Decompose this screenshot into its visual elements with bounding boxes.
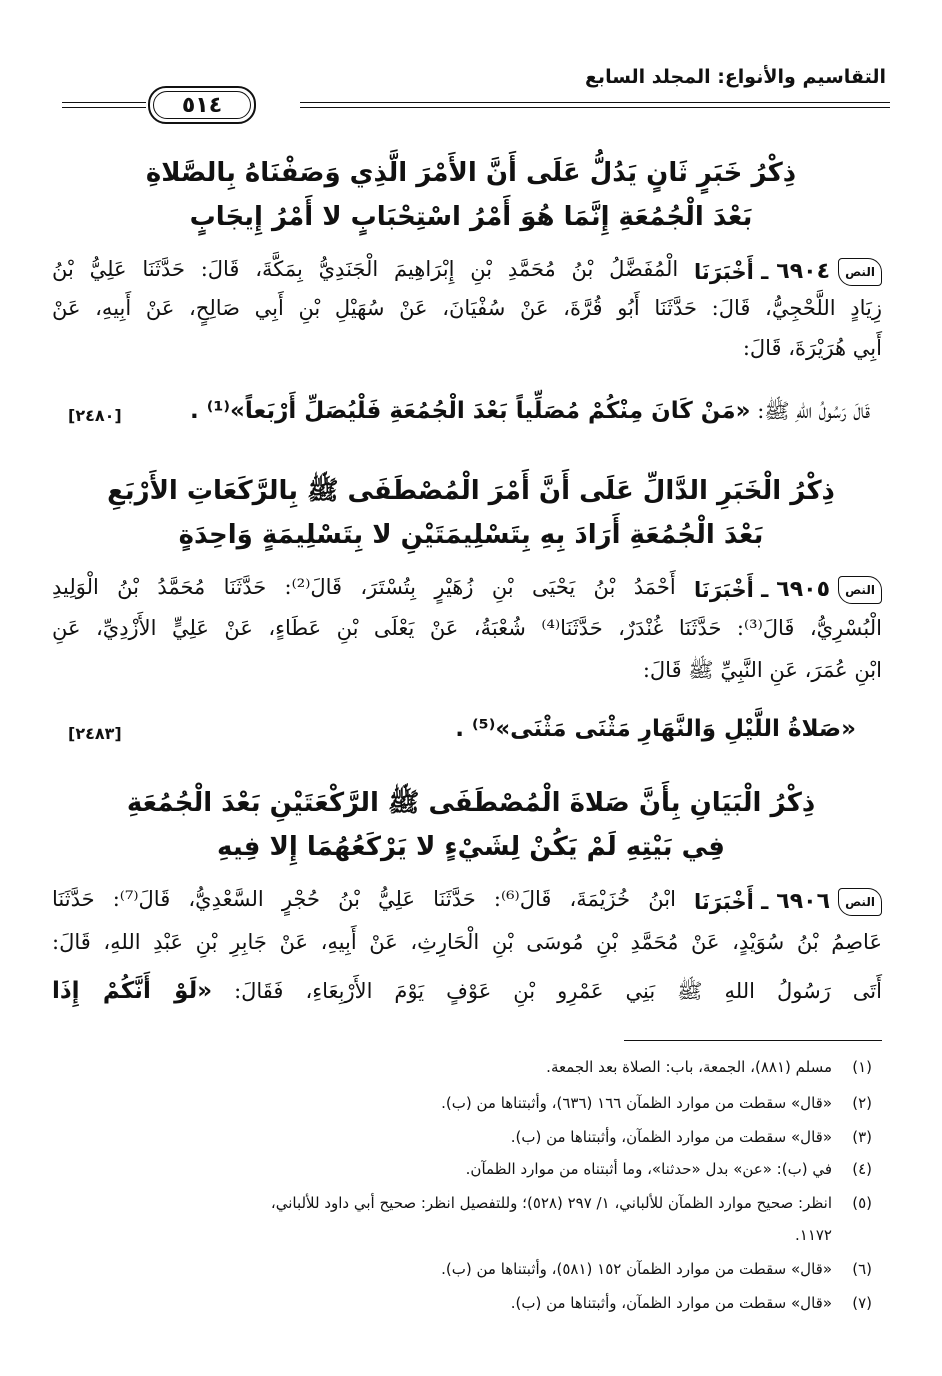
hadith-text-line [52,888,882,916]
hadith-text-line: ابْنِ عُمَرَ، عَنِ النَّبِيِّ ﷺ قَالَ: [642,658,882,682]
header-rule [62,102,146,108]
isnad-text: ابْنُ خُزَيْمَةَ، قَالَ⁽⁶⁾: حَدَّثَنَا عَلِيُّ بْنُ حُجْرٍ السَّعْدِيُّ، قَالَ⁽⁷⁾: حَدَّثَنَا [52,887,676,911]
matn-text: «مَنْ كَانَ مِنْكُمْ مُصَلِّياً بَعْدَ الْجُمُعَةِ فَلْيُصَلِّ أَرْبَعاً»⁽¹⁾ . [189,398,751,424]
footnote-number: (٧) [852,1294,872,1312]
chapter-heading: فِي بَيْتِهِ لَمْ يَكُنْ لِشَيْءٍ لا يَرْكَعُهُمَا إِلا فِيهِ [217,832,725,862]
nass-badge-icon: النص [838,888,882,916]
footnote-text: انظر: صحيح موارد الظمآن للألباني، ١/ ٢٩٧ (٥٢٨)؛ وللتفصيل انظر: صحيح أبي داود للألباني، [270,1194,832,1212]
header-rule [300,102,890,108]
chapter-heading: ذِكْرُ الْخَبَرِ الدَّالِّ عَلَى أَنَّ أَمْرَ الْمُصْطَفَى ﷺ بِالرَّكَعَاتِ الأَرْبَعِ [107,476,835,506]
footnote [72,1096,872,1111]
footnote-number: (٦) [852,1260,872,1278]
footnote [72,1296,872,1311]
footnote-rule [624,1040,882,1041]
akhbarana-label: ـ أَخْبَرَنَا [694,259,769,284]
footnote-number: (٣) [852,1128,872,1146]
footnote-number: (٥) [852,1194,872,1212]
hadith-text-line: الْبُسْرِيُّ، قَالَ⁽³⁾: حَدَّثَنَا غُنْدَرٌ، حَدَّثَنَا⁽⁴⁾ شُعْبَةُ، عَنْ يَعْلَى بْنِ عَطَاءٍ، عَنْ عَلِيٍّ الأَزْدِيِّ، عَنِ [52,616,882,640]
hadith-number: ٦٩٠٤ [776,259,830,284]
akhbarana-label: ـ أَخْبَرَنَا [694,889,769,914]
matn-line [26,718,856,741]
narration-text: أَتَى رَسُولُ اللهِ ﷺ بَنِي عَمْرِو بْنِ عَوْفٍ يَوْمَ الأَرْبِعَاءِ، فَقَالَ: [234,979,882,1003]
matn-text: «صَلاةُ اللَّيْلِ وَالنَّهَارِ مَثْنَى مَثْنَى»⁽⁵⁾ . [455,716,856,742]
hadith-text-line: عَاصِمُ بْنُ سُوَيْدٍ، عَنْ مُحَمَّدِ بْنِ مُوسَى بْنِ الْحَارِثِ، عَنْ أَبِيهِ، عَنْ جَابِرِ بْنِ عَبْدِ اللهِ، قَالَ: [52,930,882,954]
footnote-text: «قال» سقطت من موارد الظمآن، وأثبتناها من (ب). [510,1128,832,1146]
reference-number: [٢٤٨٣] [68,724,122,743]
footnote-number: (٢) [852,1094,872,1112]
chapter-heading: ذِكْرُ الْبَيَانِ بِأَنَّ صَلاةَ الْمُصْطَفَى ﷺ الرَّكْعَتَيْنِ بَعْدَ الْجُمُعَةِ [126,788,816,818]
footnote-text: «قال» سقطت من موارد الظمآن ١٦٦ (٦٣٦)، وأثبتناها من (ب). [441,1094,832,1112]
nass-badge-icon: النص [838,576,882,604]
footnote-text: في (ب): «عن» بدل «حدثنا»، وما أثبتناه من موارد الظمآن. [465,1160,832,1178]
matn-text: «لَوْ أَنَّكُمْ إِذَا [52,978,213,1004]
chapter-heading: ذِكْرُ خَبَرٍ ثَانٍ يَدُلُّ عَلَى أَنَّ الأَمْرَ الَّذِي وَصَفْنَاهُ بِالصَّلاةِ [145,158,797,188]
hadith-text-line [52,980,882,1003]
chapter-heading: بَعْدَ الْجُمُعَةِ أَرَادَ بِهِ بِتَسْلِيمَتَيْنِ لا بِتَسْلِيمَةٍ وَاحِدَةٍ [178,520,764,550]
isnad-text: أَحْمَدُ بْنُ يَحْيَى بْنِ زُهَيْرٍ بِتُسْتَرَ، قَالَ⁽²⁾: حَدَّثَنَا مُحَمَّدُ بْنُ الْوَلِيدِ [52,575,676,599]
footnote-text: مسلم (٨٨١)، الجمعة، باب: الصلاة بعد الجمعة. [546,1058,832,1076]
footnote [72,1130,872,1145]
footnote [72,1060,872,1075]
nass-badge-icon: النص [838,258,882,286]
hadith-text-line [52,258,882,286]
matn-line [40,400,870,423]
chapter-heading: بَعْدَ الْجُمُعَةِ إِنَّمَا هُوَ أَمْرُ اسْتِحْبَابٍ لا أَمْرُ إِيجَابٍ [189,202,753,232]
footnote-text: «قال» سقطت من موارد الظمآن ١٥٢ (٥٨١)، وأثبتناها من (ب). [441,1260,832,1278]
hadith-number: ٦٩٠٥ [776,577,830,602]
isnad-text: الْمُفَضَّلُ بْنُ مُحَمَّدِ بْنِ إِبْرَاهِيمَ الْجَنَدِيُّ بِمَكَّةَ، قَالَ: حَدَّثَنَا عَلِيُّ بْنُ [52,257,679,281]
footnote-text: «قال» سقطت من موارد الظمآن، وأثبتناها من (ب). [510,1294,832,1312]
running-title: التقاسيم والأنواع: المجلد السابع [584,66,886,88]
footnote-continuation: ١١٧٢. [794,1226,832,1244]
footnote-number: (٤) [852,1160,872,1178]
hadith-text-line: أَبِي هُرَيْرَةَ، قَالَ: [742,336,882,360]
reference-number: [٢٤٨٠] [68,406,122,425]
matn-intro: قَالَ رَسُولُ اللهِ ﷺ: [757,399,870,423]
hadith-number: ٦٩٠٦ [776,889,830,914]
hadith-text-line: زِيَادٍ اللَّحْجِيُّ، قَالَ: حَدَّثَنَا أَبُو قُرَّةَ، عَنْ سُفْيَانَ، عَنْ سُهَيْلِ بْنِ أَبِي صَالِحٍ، عَنْ أَبِيهِ، عَنْ [52,296,882,320]
akhbarana-label: ـ أَخْبَرَنَا [694,577,769,602]
hadith-text-line [52,576,882,604]
footnote [72,1196,872,1211]
page-number: ٥١٤ [148,86,256,124]
footnote-number: (١) [852,1058,872,1076]
footnote [72,1262,872,1277]
footnote [72,1162,872,1177]
